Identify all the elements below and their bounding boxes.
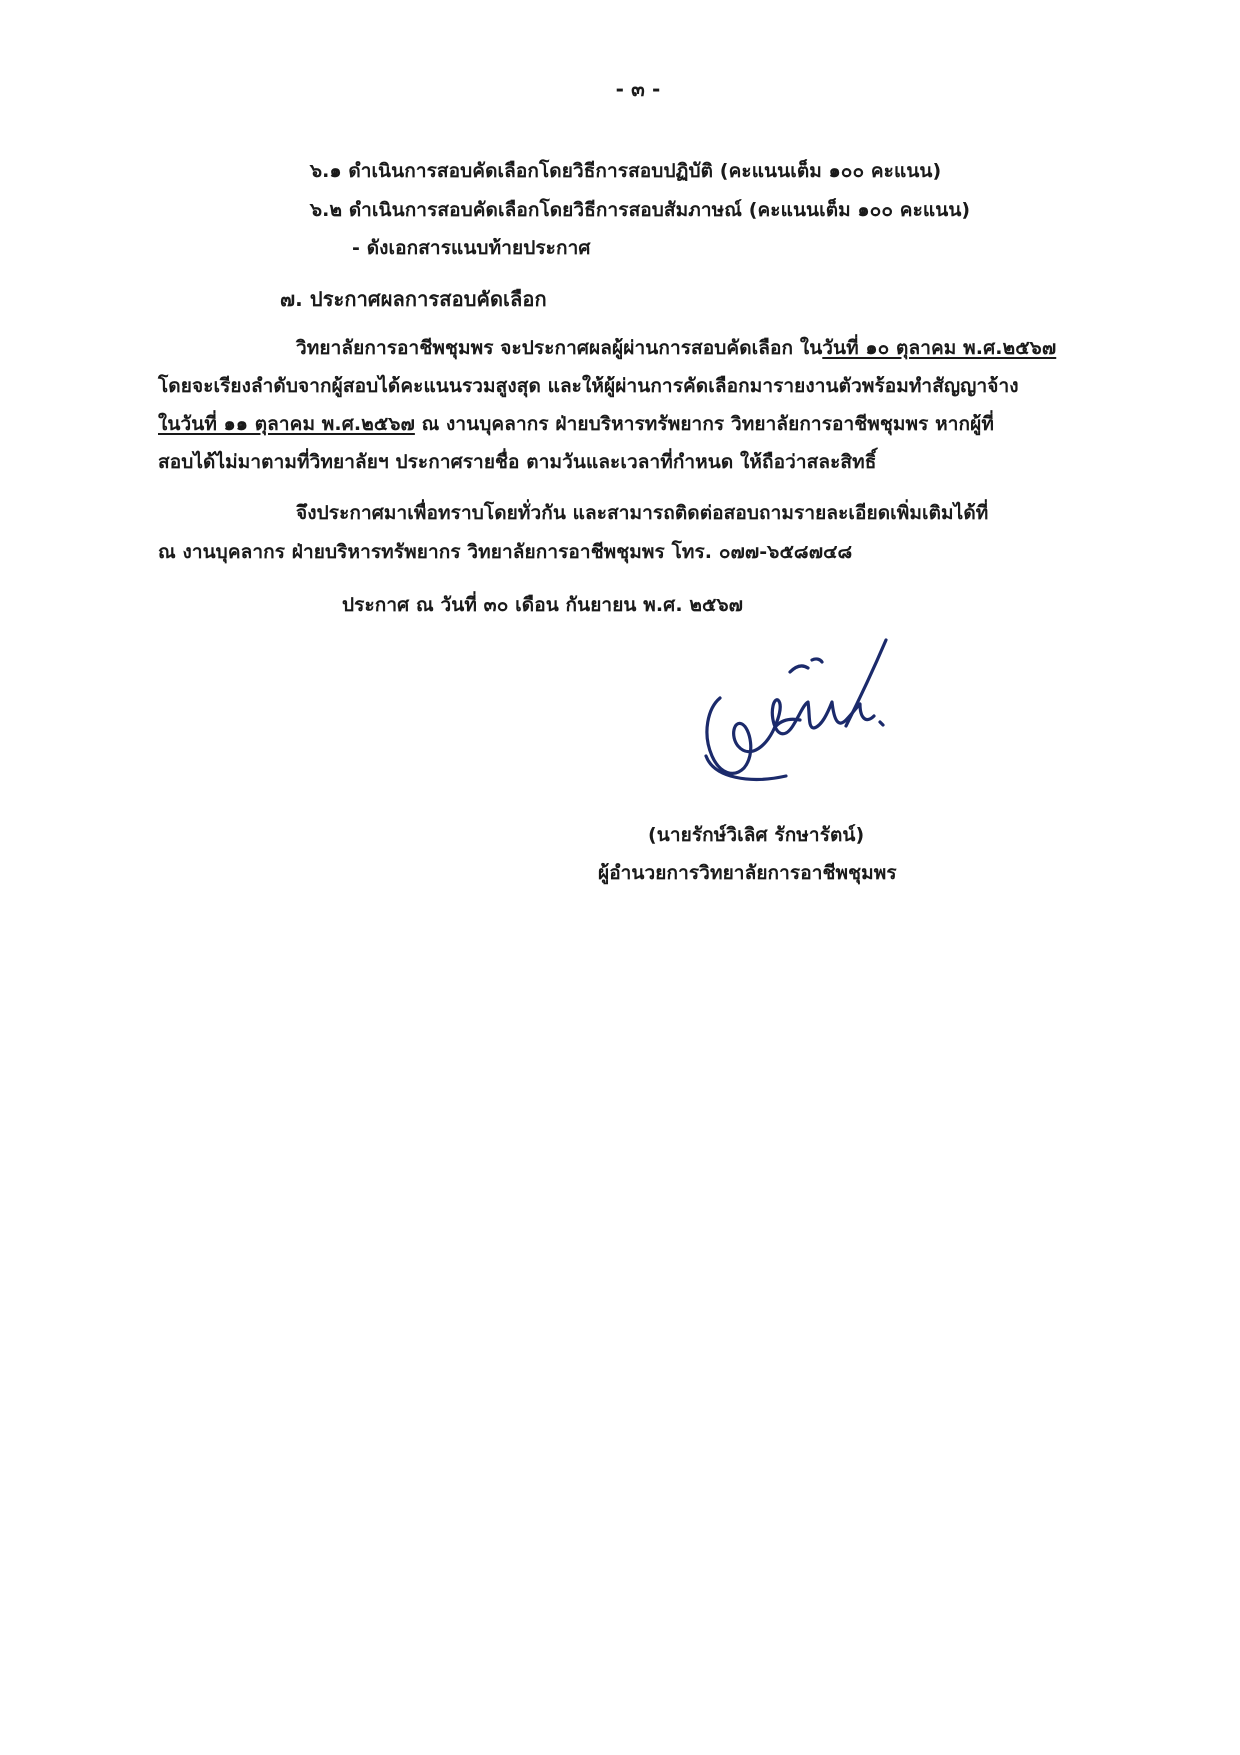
paragraph-1-line-3-text: ณ งานบุคลากร ฝ่ายบริหารทรัพยากร วิทยาลัยการอาชีพชุมพร หากผู้ที่: [414, 413, 995, 435]
handwritten-signature: [690, 628, 910, 798]
attachment-note: - ดังเอกสารแนบท้ายประกาศ: [352, 237, 591, 259]
report-date: ในวันที่ ๑๑ ตุลาคม พ.ศ.๒๕๖๗: [158, 413, 415, 435]
item-6-2: ๖.๒ ดำเนินการสอบคัดเลือกโดยวิธีการสอบสัมภาษณ์ (คะแนนเต็ม ๑๐๐ คะแนน): [310, 199, 971, 221]
paragraph-1-line-1: [296, 335, 1056, 361]
item-6-1: ๖.๑ ดำเนินการสอบคัดเลือกโดยวิธีการสอบปฏิบัติ (คะแนนเต็ม ๑๐๐ คะแนน): [310, 160, 942, 182]
page-number: - ๓ -: [615, 77, 661, 101]
signer-title: ผู้อำนวยการวิทยาลัยการอาชีพชุมพร: [598, 862, 897, 884]
paragraph-1-line-2: โดยจะเรียงลำดับจากผู้สอบได้คะแนนรวมสูงสุด และให้ผู้ผ่านการคัดเลือกมารายงานตัวพร้อมทำสัญญาจ้าง: [158, 375, 1019, 397]
section-7-heading: ๗. ประกาศผลการสอบคัดเลือก: [280, 287, 547, 311]
signer-name: (นายรักษ์วิเลิศ รักษารัตน์): [648, 824, 865, 846]
paragraph-1-line-4: สอบได้ไม่มาตามที่วิทยาลัยฯ ประกาศรายชื่อ ตามวันและเวลาที่กำหนด ให้ถือว่าสละสิทธิ์: [158, 451, 877, 473]
paragraph-1-line-1-text: วิทยาลัยการอาชีพชุมพร จะประกาศผลผู้ผ่านการสอบคัดเลือก ใน: [296, 337, 823, 359]
paragraph-2-line-2: ณ งานบุคลากร ฝ่ายบริหารทรัพยากร วิทยาลัยการอาชีพชุมพร โทร. ๐๗๗-๖๕๘๗๔๘: [158, 541, 853, 563]
paragraph-2-line-1: จึงประกาศมาเพื่อทราบโดยทั่วกัน และสามารถติดต่อสอบถามรายละเอียดเพิ่มเติมได้ที่: [296, 502, 989, 524]
announcement-date: ประกาศ ณ วันที่ ๓๐ เดือน กันยายน พ.ศ. ๒๕๖๗: [342, 594, 744, 616]
paragraph-1-line-3: [158, 411, 994, 437]
result-date: วันที่ ๑๐ ตุลาคม พ.ศ.๒๕๖๗: [822, 337, 1057, 359]
